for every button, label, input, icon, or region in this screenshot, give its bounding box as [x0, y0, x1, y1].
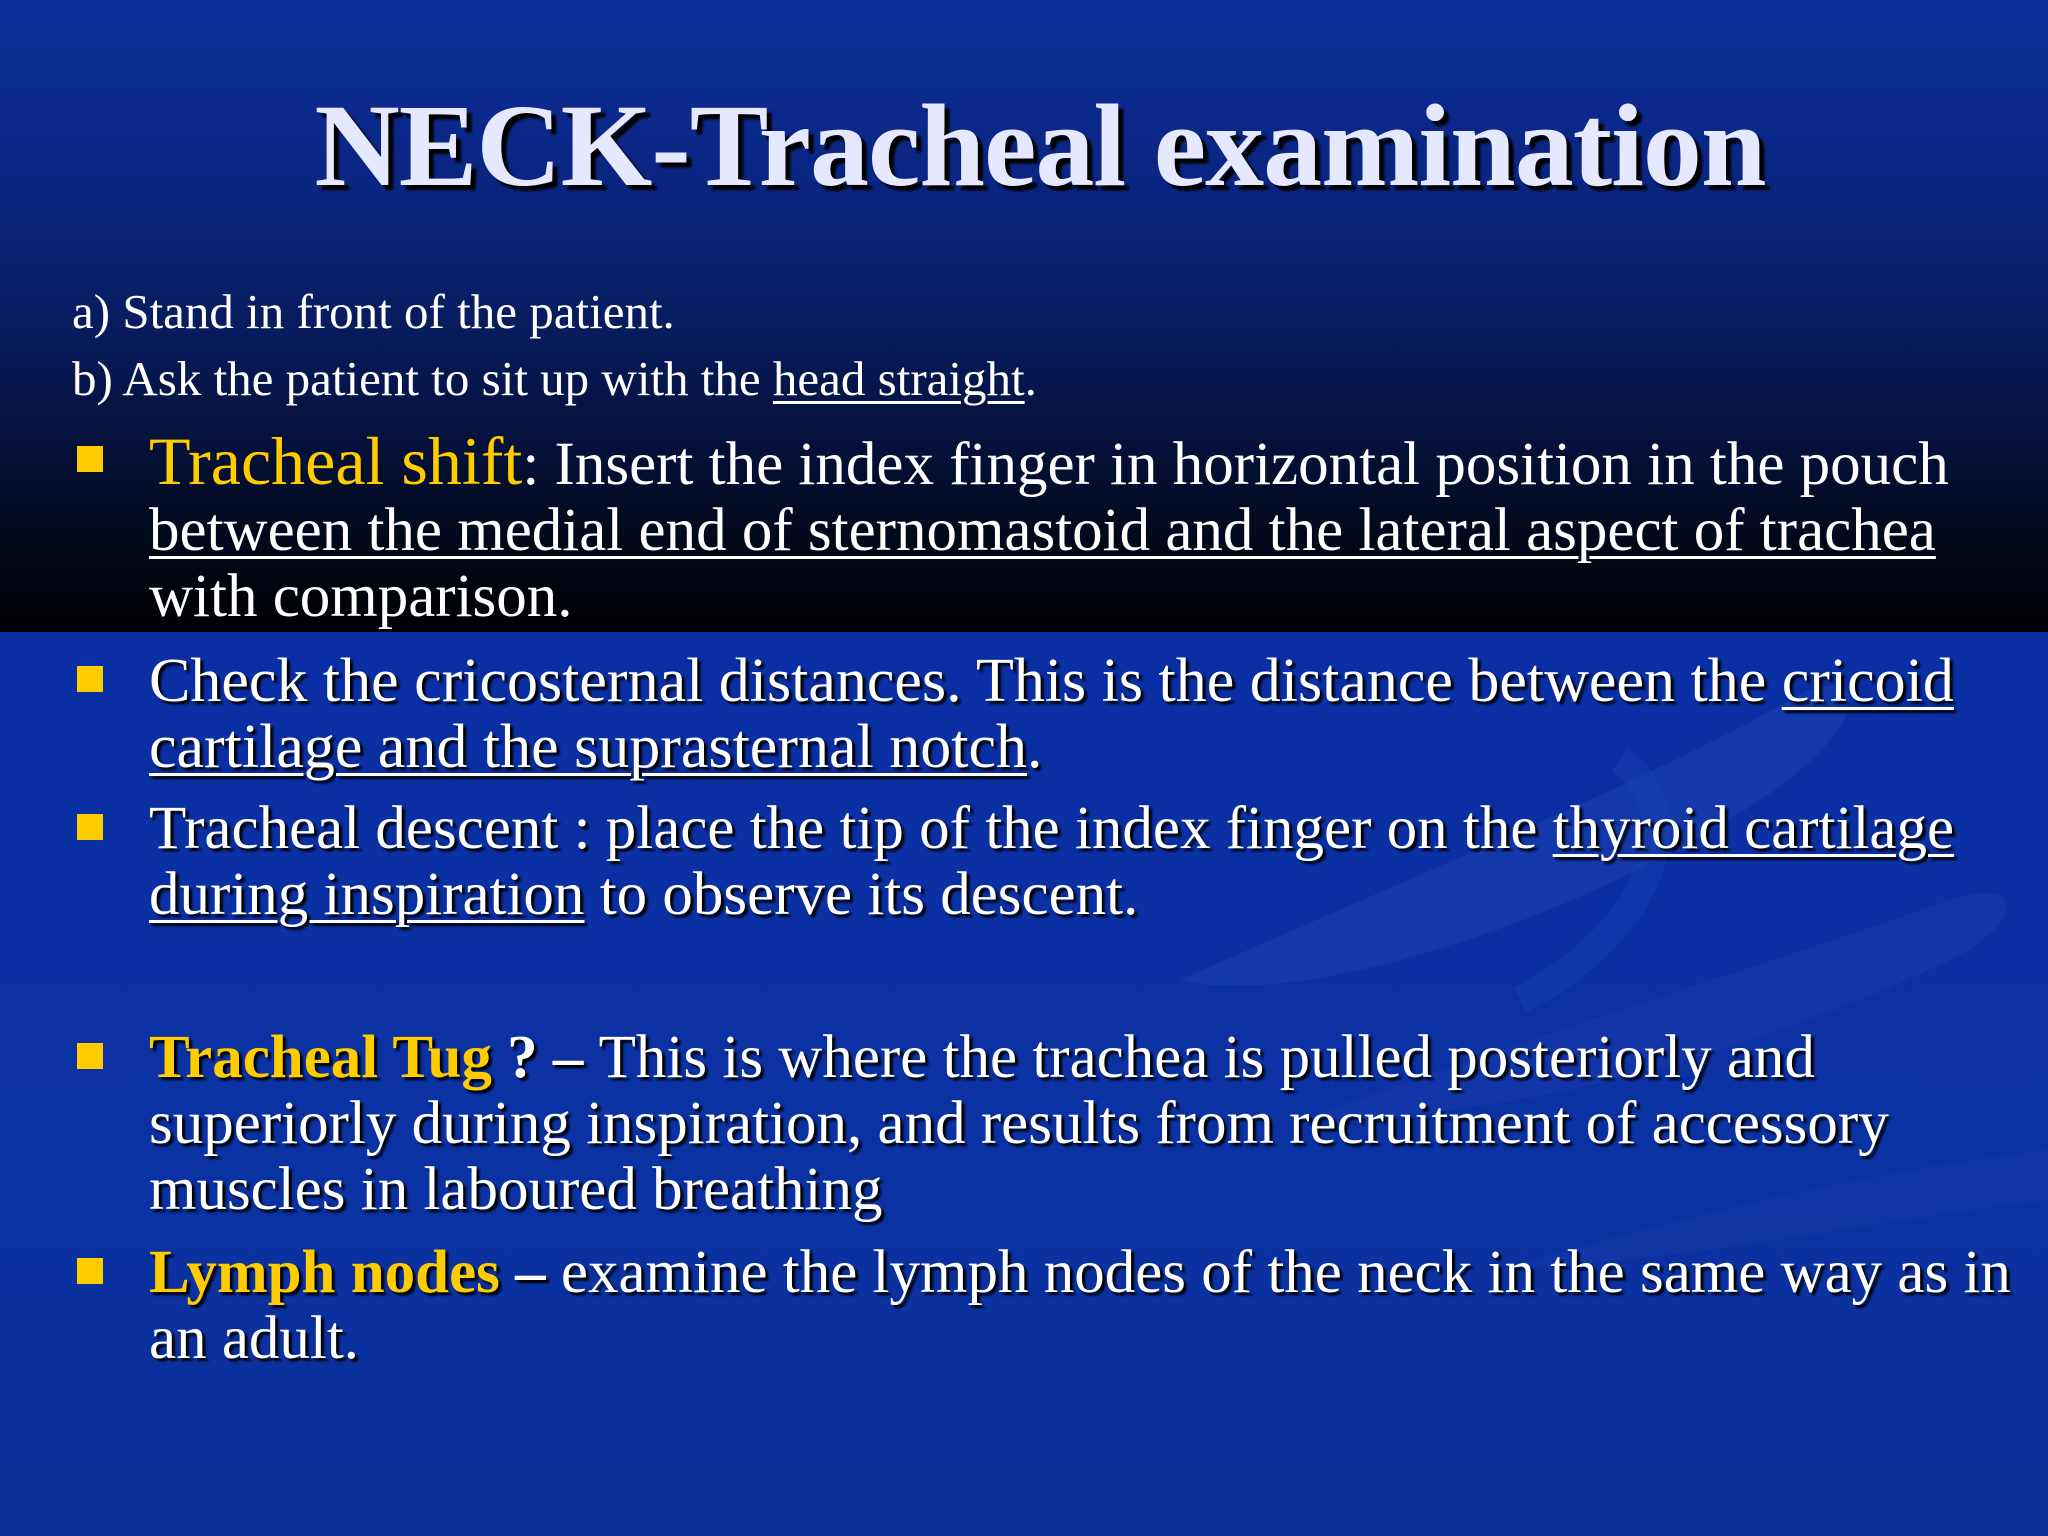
bullet-underlined: cricoid cartilage and the suprasternal notch	[149, 647, 1954, 781]
bullet-text: Tracheal descent : place the tip of the index finger on the	[149, 795, 1553, 862]
bullet-end: .	[1026, 713, 1043, 781]
bullet-heading: Tracheal shift	[149, 423, 523, 499]
step-b-underlined: head straight	[772, 351, 1025, 406]
bullet-lymph-nodes	[149, 1240, 2039, 1372]
bullet-underlined: between the medial end of sternomastoid and the lateral aspect of trachea	[149, 497, 1936, 564]
bullet-separator: –	[499, 1239, 561, 1306]
step-a-line: a) Stand in front of the patient.	[72, 284, 675, 339]
bullet-text: Check the cricosternal distances. This is the distance between the	[149, 647, 1782, 715]
slide-title: NECK-Tracheal examination	[314, 80, 1766, 211]
bullet-underlined: thyroid cartilage during inspiration	[149, 795, 1955, 928]
bullet-marker-icon	[77, 814, 103, 840]
bullet-marker-icon	[77, 666, 103, 692]
bullet-tracheal-tug	[149, 1025, 2039, 1223]
bullet-end: to observe its descent.	[584, 861, 1139, 928]
bullet-heading: Tracheal Tug	[149, 1024, 492, 1091]
step-b-text: b) Ask the patient to sit up with the	[72, 351, 773, 406]
bullet-marker-icon	[77, 1043, 103, 1069]
bullet-marker-icon	[77, 1258, 103, 1284]
bullet-separator: ? –	[491, 1024, 599, 1091]
bullet-end: with comparison.	[149, 563, 573, 630]
bullet-tracheal-descent	[149, 796, 2039, 928]
bullet-marker-icon	[77, 446, 103, 472]
bullet-cricosternal	[149, 648, 2039, 780]
bullet-text: This is where the trachea is pulled posteriorly and superiorly during inspiration, and results from recruitment of accessory muscles in laboured breathing	[149, 1024, 1889, 1223]
step-b-end: .	[1024, 351, 1037, 406]
bullet-text: : Insert the index finger in horizontal position in the pouch	[522, 431, 1949, 498]
bullet-heading: Lymph nodes	[149, 1239, 500, 1306]
bullet-tracheal-shift	[149, 423, 2039, 630]
bullet-text: examine the lymph nodes of the neck in the same way as in an adult.	[149, 1239, 2011, 1372]
step-b-line	[72, 350, 1037, 407]
